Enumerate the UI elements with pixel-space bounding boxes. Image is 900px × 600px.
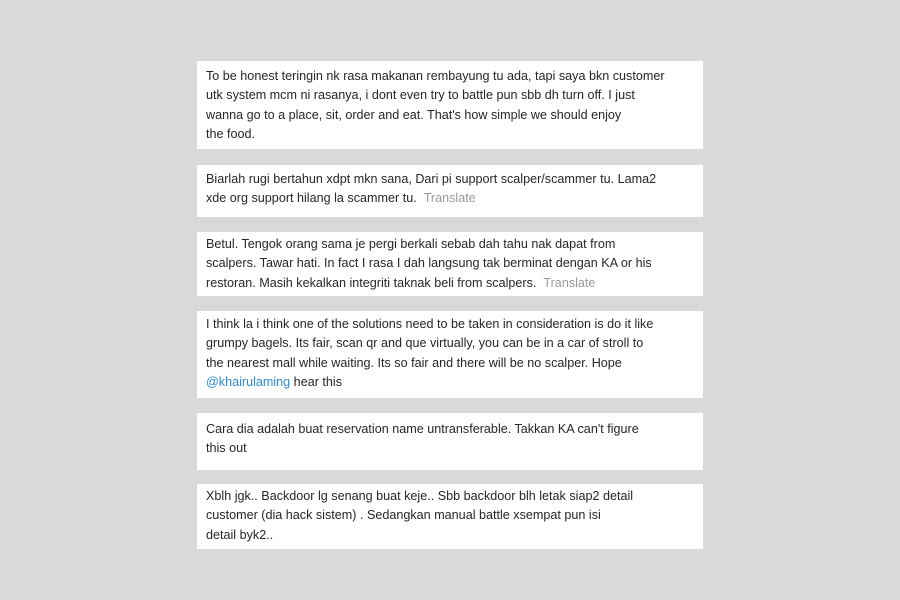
comment-body: Biarlah rugi bertahun xdpt mkn sana, Dari pi support scalper/scammer tu. Lama2 xde org support hilang la scammer tu. xyxy=(206,172,657,206)
comment-card xyxy=(197,232,703,296)
comment-text xyxy=(206,235,695,293)
comment-card xyxy=(197,413,703,470)
comment-body: Betul. Tengok orang sama je pergi berkali sebab dah tahu nak dapat from scalpers. Tawar hati. In fact I rasa I dah langsung tak berminat dengan KA or his restoran. Masih kekalkan integriti taknak beli from scalpers. xyxy=(206,237,652,290)
comment-card xyxy=(197,484,703,549)
comment-list xyxy=(197,61,703,565)
comment-body-tail: hear this xyxy=(290,375,342,390)
mention-link[interactable]: @khairulaming xyxy=(206,375,291,390)
comment-card xyxy=(197,165,703,217)
comment-text: To be honest teringin nk rasa makanan rembayung tu ada, tapi saya bkn customer utk system mcm ni rasanya, i dont even try to battle pun sbb dh turn off. I just wanna go to a place, sit, order and eat. That's how simple we should enjoy the food. xyxy=(206,69,665,142)
comment-card xyxy=(197,311,703,398)
comment-card xyxy=(197,61,703,149)
comment-text xyxy=(206,170,695,209)
translate-link[interactable]: Translate xyxy=(423,191,476,206)
translate-link[interactable]: Translate xyxy=(543,275,596,290)
comment-text xyxy=(206,315,695,393)
comment-text: Xblh jgk.. Backdoor lg senang buat keje.. Sbb backdoor blh letak siap2 detail customer (dia hack sistem) . Sedangkan manual battle xsempat pun isi detail byk2.. xyxy=(206,489,634,542)
comment-text: Cara dia adalah buat reservation name untransferable. Takkan KA can't figure this out xyxy=(206,422,639,456)
comment-body: I think la i think one of the solutions need to be taken in consideration is do it like grumpy bagels. Its fair, scan qr and que virtually, you can be in a car of stroll to the nearest mall while waiting. Its so fair and there will be no scalper. Hope xyxy=(206,317,654,370)
